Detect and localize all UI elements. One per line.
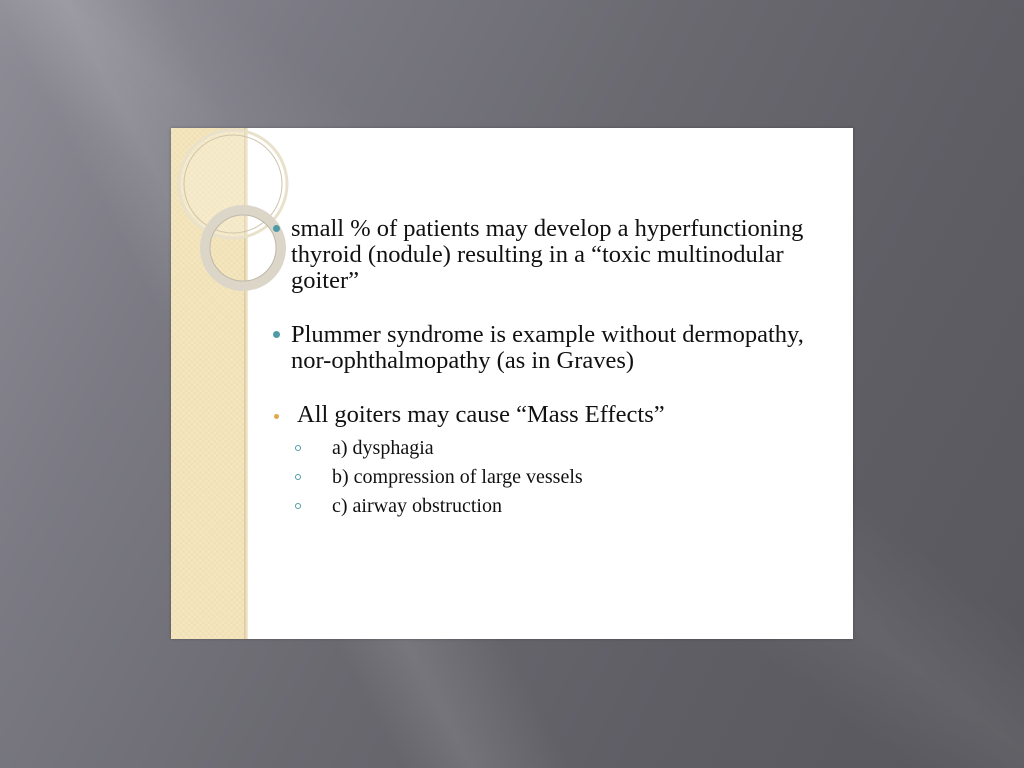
sub-bullet-item <box>271 463 831 492</box>
bullet-dot-icon <box>274 414 279 419</box>
bullet-text: Plummer syndrome is example without dermopathy, nor-ophthalmopathy (as in Graves) <box>291 321 804 374</box>
slide-content <box>271 216 831 521</box>
bullet-item <box>271 322 831 374</box>
sub-bullet-item <box>271 492 831 521</box>
sub-bullet-circle-icon <box>295 474 301 480</box>
sub-bullet-text: a) dysphagia <box>332 437 434 459</box>
bullet-dot-icon <box>273 331 280 338</box>
sub-bullet-list <box>271 434 831 521</box>
bullet-dot-icon <box>273 225 280 232</box>
sub-bullet-text: c) airway obstruction <box>332 495 502 517</box>
slide <box>171 128 853 639</box>
bullet-item <box>271 402 831 428</box>
sub-bullet-circle-icon <box>295 503 301 509</box>
bullet-text: small % of patients may develop a hyperfunctioning thyroid (nodule) resulting in a “toxic multinodular goiter” <box>291 215 804 294</box>
sub-bullet-item <box>271 434 831 463</box>
sub-bullet-text: b) compression of large vessels <box>332 466 583 488</box>
bullet-item <box>271 216 831 294</box>
bullet-text: All goiters may cause “Mass Effects” <box>297 401 665 428</box>
sub-bullet-circle-icon <box>295 445 301 451</box>
